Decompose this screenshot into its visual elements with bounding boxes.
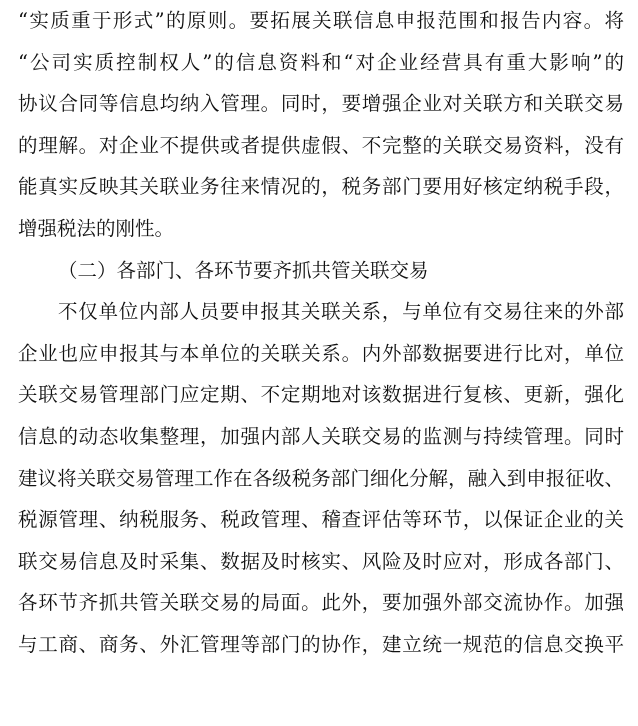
paragraph-1-line: 增强税法的刚性。 bbox=[18, 216, 175, 240]
paragraph-2-line: 联交易信息及时采集、数据及时核实、风险及时应对，形成各部门、 bbox=[18, 549, 624, 573]
section-heading: （二）各部门、各环节要齐抓共管关联交易 bbox=[58, 258, 429, 282]
paragraph-1 bbox=[18, 0, 624, 250]
paragraph-2 bbox=[18, 291, 624, 665]
paragraph-1-line: “公司实质控制权人”的信息资料和“对企业经营具有重大影响”的 bbox=[18, 50, 624, 74]
paragraph-1-line: 协议合同等信息均纳入管理。同时，要增强企业对关联方和关联交易 bbox=[18, 92, 624, 116]
paragraph-1-line: 能真实反映其关联业务往来情况的，税务部门要用好核定纳税手段， bbox=[18, 175, 624, 199]
paragraph-2-line: 关联交易管理部门应定期、不定期地对该数据进行复核、更新，强化 bbox=[18, 383, 624, 407]
paragraph-2-line: 企业也应申报其与本单位的关联关系。内外部数据要进行比对，单位 bbox=[18, 341, 624, 365]
paragraph-1-line: “实质重于形式”的原则。要拓展关联信息申报范围和报告内容。将 bbox=[18, 9, 624, 32]
paragraph-1-line: 的理解。对企业不提供或者提供虚假、不完整的关联交易资料，没有 bbox=[18, 133, 624, 157]
paragraph-2-line: 税源管理、纳税服务、税政管理、稽查评估等环节，以保证企业的关 bbox=[18, 508, 624, 532]
paragraph-2-line: 信息的动态收集整理，加强内部人关联交易的监测与持续管理。同时 bbox=[18, 424, 624, 448]
paragraph-2-line: 建议将关联交易管理工作在各级税务部门细化分解，融入到申报征收、 bbox=[18, 466, 624, 490]
paragraph-2-line: 各环节齐抓共管关联交易的局面。此外，要加强外部交流协作。加强 bbox=[18, 591, 624, 615]
paragraph-2-line: 不仅单位内部人员要申报其关联关系，与单位有交易往来的外部 bbox=[58, 300, 624, 324]
paragraph-2-line: 与工商、商务、外汇管理等部门的协作，建立统一规范的信息交换平 bbox=[18, 632, 624, 656]
